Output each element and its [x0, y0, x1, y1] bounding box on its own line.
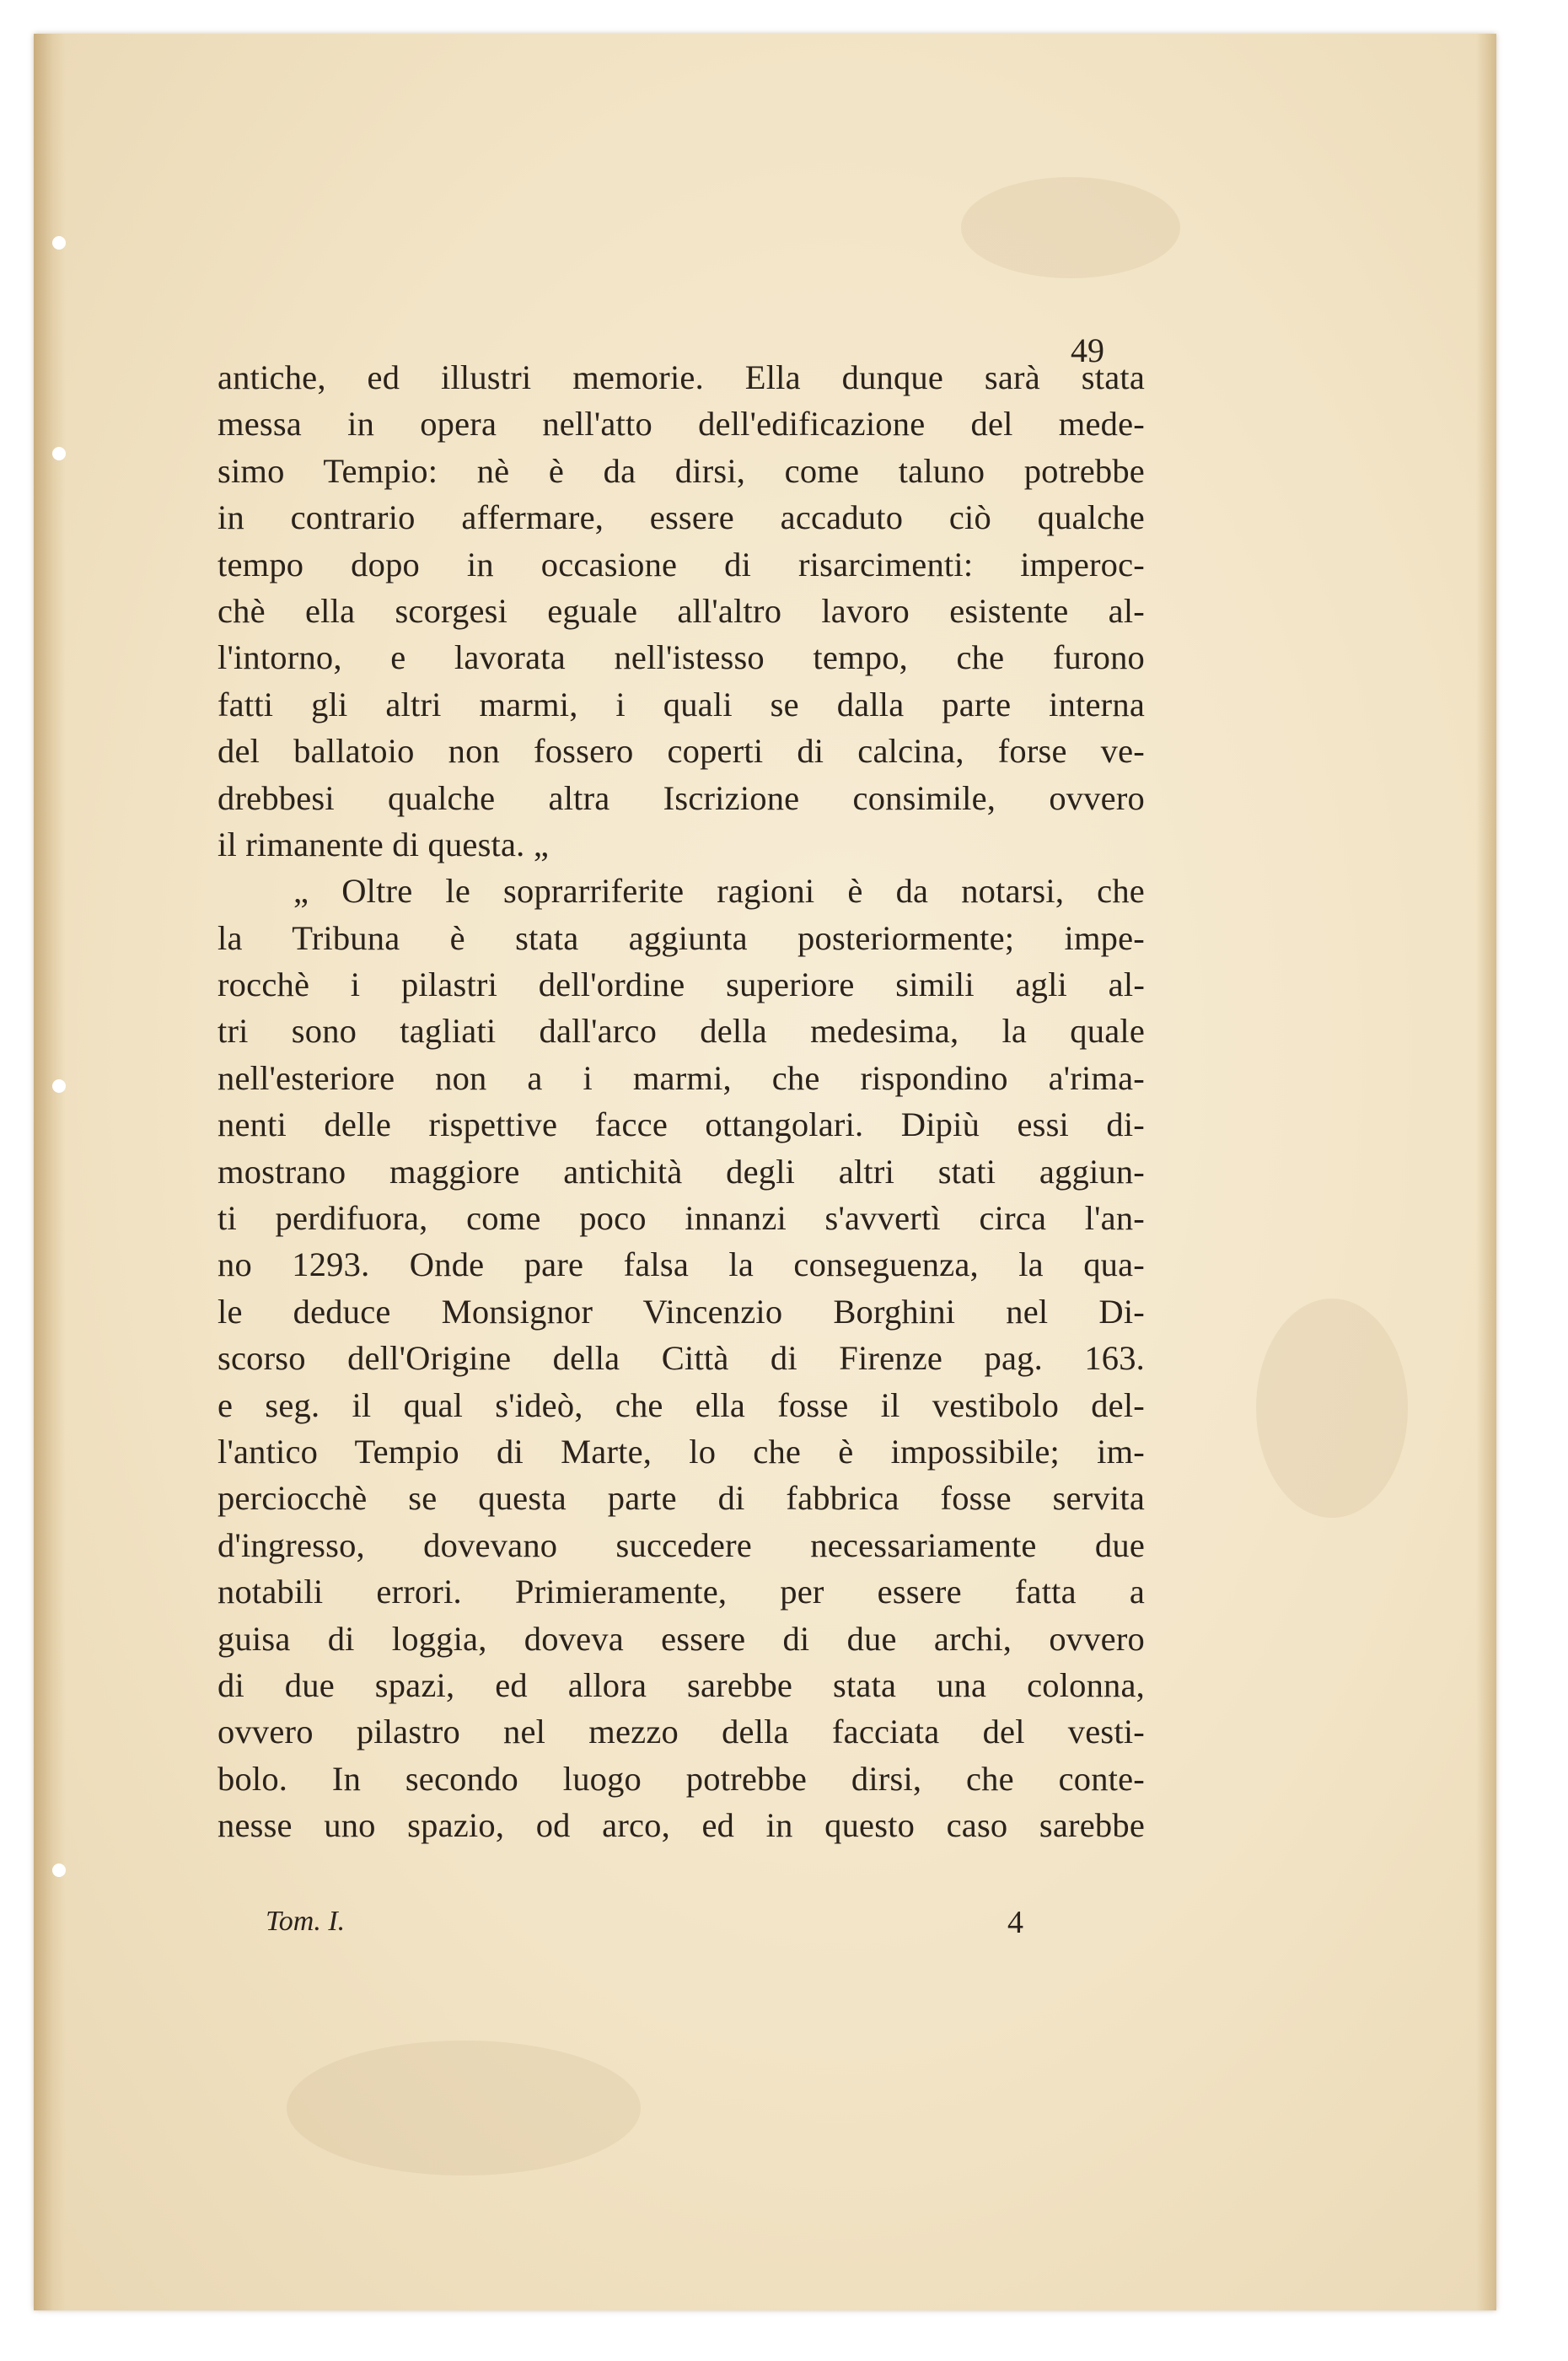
binding-hole [52, 1864, 66, 1877]
binding-hole [52, 447, 66, 460]
text-line: mostrano maggiore antichità degli altri stati aggiun- [217, 1152, 1145, 1191]
text-line: fatti gli altri marmi, i quali se dalla parte interna [217, 685, 1145, 723]
text-line: scorso dell'Origine della Città di Firenze pag. 163. [217, 1339, 1145, 1378]
text-line: le deduce Monsignor Vincenzio Borghini nel Di- [217, 1292, 1145, 1331]
paper-binding-edge [34, 34, 66, 2310]
text-line: guisa di loggia, doveva essere di due archi, ovvero [217, 1619, 1145, 1658]
text-line: l'intorno, e lavorata nell'istesso tempo, che furono [217, 638, 1145, 677]
text-line: rocchè i pilastri dell'ordine superiore simili agli al- [217, 965, 1145, 1004]
paper-stain [961, 177, 1180, 278]
text-line: nesse uno spazio, od arco, ed in questo caso sarebbe [217, 1806, 1145, 1845]
text-line: di due spazi, ed allora sarebbe stata una colonna, [217, 1665, 1145, 1704]
text-line: antiche, ed illustri memorie. Ella dunque sarà stata [217, 358, 1145, 396]
text-line: e seg. il qual s'ideò, che ella fosse il vestibolo del- [217, 1385, 1145, 1424]
text-line: simo Tempio: nè è da dirsi, come taluno potrebbe [217, 451, 1145, 490]
text-line: d'ingresso, dovevano succedere necessariamente due [217, 1525, 1145, 1564]
text-line: l'antico Tempio di Marte, lo che è impossibile; im- [217, 1432, 1145, 1471]
text-line: messa in opera nell'atto dell'edificazione del mede- [217, 405, 1145, 444]
text-line: chè ella scorgesi eguale all'altro lavoro esistente al- [217, 591, 1145, 630]
text-line: „ Oltre le soprarriferite ragioni è da notarsi, che [293, 872, 1145, 911]
text-line: perciocchè se questa parte di fabbrica fosse servita [217, 1479, 1145, 1518]
text-line: bolo. In secondo luogo potrebbe dirsi, che conte- [217, 1759, 1145, 1798]
text-line: ovvero pilastro nel mezzo della facciata del vesti- [217, 1713, 1145, 1751]
binding-hole [52, 236, 66, 250]
paper-right-edge [1476, 34, 1496, 2310]
body-text [217, 354, 1145, 1849]
binding-hole [52, 1079, 66, 1093]
text-line: il rimanente di questa. „ [217, 825, 549, 863]
text-line: drebbesi qualche altra Iscrizione consimile, ovvero [217, 778, 1145, 817]
text-line: nenti delle rispettive facce ottangolari. Dipiù essi di- [217, 1105, 1145, 1144]
page-number: 49 [1071, 331, 1104, 369]
volume-signature: Tom. I. [266, 1906, 346, 1937]
text-line: no 1293. Onde pare falsa la conseguenza, la qua- [217, 1245, 1145, 1284]
text-line: tempo dopo in occasione di risarcimenti: imperoc- [217, 545, 1145, 584]
paper-stain [1256, 1299, 1408, 1518]
text-line: tri sono tagliati dall'arco della medesima, la quale [217, 1012, 1145, 1051]
text-line: notabili errori. Primieramente, per essere fatta a [217, 1573, 1145, 1611]
paper-stain [287, 2041, 641, 2175]
text-line: del ballatoio non fossero coperti di calcina, forse ve- [217, 732, 1145, 771]
gathering-mark: 4 [1007, 1905, 1023, 1940]
text-line: ti perdifuora, come poco innanzi s'avvertì circa l'an- [217, 1199, 1145, 1238]
text-line: in contrario affermare, essere accaduto ciò qualche [217, 498, 1145, 537]
text-line: la Tribuna è stata aggiunta posteriormente; impe- [217, 918, 1145, 957]
text-line: nell'esteriore non a i marmi, che rispondino a'rima- [217, 1058, 1145, 1097]
